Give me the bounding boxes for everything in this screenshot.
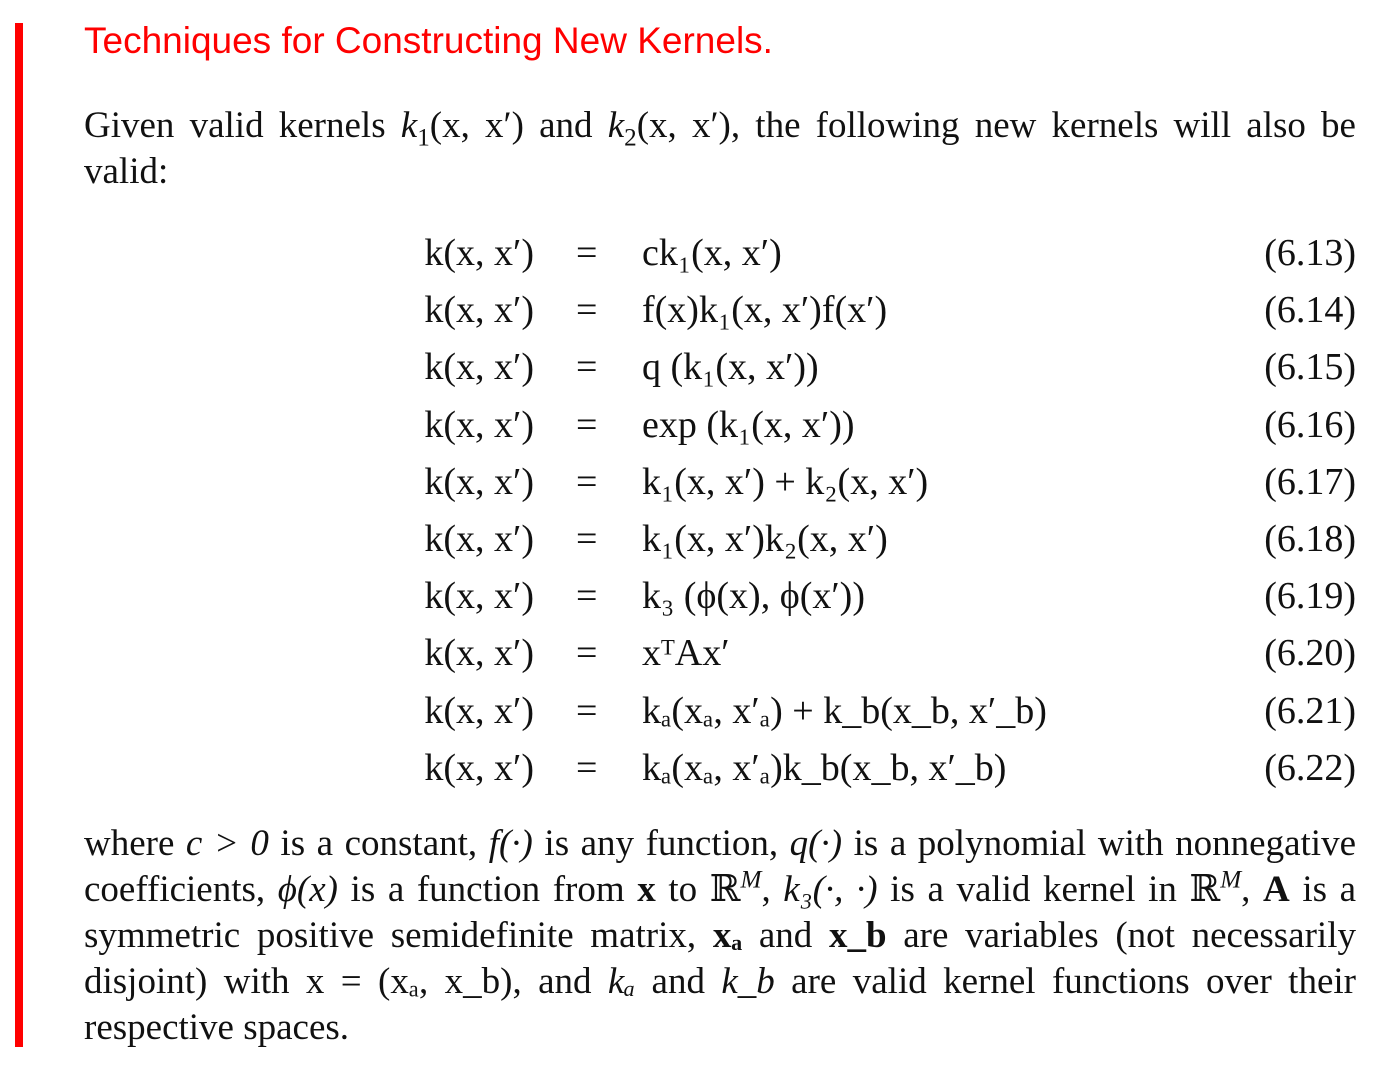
intro-args-1: (x, x′) <box>429 105 524 146</box>
equals-sign: = <box>576 232 598 274</box>
equation-number: (6.18) <box>1264 517 1356 560</box>
equals-sign: = <box>576 517 598 560</box>
equation-row <box>0 741 1394 798</box>
equation-number: (6.14) <box>1264 289 1356 332</box>
outro-text: , <box>1241 869 1263 910</box>
equation-rhs: xᵀAx′ <box>642 632 730 675</box>
equation-lhs: k(x, x′) <box>424 346 534 389</box>
equation-lhs: k(x, x′) <box>424 289 534 332</box>
intro-text-3: , the following new kernels will also be valid: <box>84 105 1356 192</box>
equation-lhs: k(x, x′) <box>424 403 534 446</box>
outro-text: is a valid kernel in <box>877 869 1190 910</box>
equation-number: (6.20) <box>1264 632 1356 675</box>
equation-lhs: k(x, x′) <box>424 746 534 789</box>
equation-number: (6.17) <box>1264 460 1356 503</box>
outro-math: xₐ <box>712 915 743 956</box>
outro-math: q(·) <box>789 823 843 864</box>
equation-number: (6.22) <box>1264 746 1356 789</box>
equals-sign: = <box>576 346 598 389</box>
outro-text: and <box>635 961 722 1002</box>
outro-math: x_b <box>828 915 887 956</box>
equation-rhs: kₐ(xₐ, x′ₐ) + k_b(x_b, x′_b) <box>642 689 1047 732</box>
equation-row <box>0 226 1394 283</box>
outro-math: ℝ <box>1189 869 1221 910</box>
intro-kernel-2: k <box>607 105 625 146</box>
outro-math: x <box>637 869 656 910</box>
equation-row <box>0 626 1394 683</box>
equation-row <box>0 569 1394 626</box>
equation-rhs: kₐ(xₐ, x′ₐ)k_b(x_b, x′_b) <box>642 746 1007 789</box>
outro-text: where <box>84 823 186 864</box>
outro-math: kₐ <box>607 961 636 1002</box>
outro-math: f(·) <box>488 823 533 864</box>
equation-number: (6.15) <box>1264 346 1356 389</box>
equation-lhs: k(x, x′) <box>424 632 534 675</box>
equals-sign: = <box>576 632 598 675</box>
intro-text-1: Given valid kernels <box>84 105 401 146</box>
outro-text: are valid kernel functions over their respective spaces. <box>84 961 1356 1048</box>
outro-text: , <box>761 869 784 910</box>
equation-lhs: k(x, x′) <box>424 232 534 274</box>
equation-row <box>0 455 1394 512</box>
equals-sign: = <box>576 403 598 446</box>
outro-math: ℝ <box>709 869 741 910</box>
outro-math-superscript: M <box>740 866 762 894</box>
outro-text: is any function, <box>532 823 790 864</box>
equals-sign: = <box>576 460 598 503</box>
equation-rhs: k₃ (ϕ(x), ϕ(x′)) <box>642 575 865 618</box>
equation-array <box>0 226 1394 798</box>
section-title: Techniques for Constructing New Kernels. <box>84 20 773 61</box>
intro-kernel-1-subscript: 1 <box>417 124 430 152</box>
outro-math: k₃(·, ·) <box>783 869 878 910</box>
outro-text: , and <box>512 961 608 1002</box>
outro-text: to <box>655 869 710 910</box>
equation-number: (6.16) <box>1264 403 1356 446</box>
equation-rhs: f(x)k₁(x, x′)f(x′) <box>642 289 888 332</box>
outro-text: and <box>742 915 829 956</box>
equals-sign: = <box>576 746 598 789</box>
intro-kernel-2-subscript: 2 <box>624 124 637 152</box>
outro-paragraph <box>84 821 1356 1051</box>
outro-text: is a constant, <box>268 823 489 864</box>
equation-row <box>0 398 1394 455</box>
equation-rhs: ck₁(x, x′) <box>642 232 782 274</box>
equation-lhs: k(x, x′) <box>424 575 534 618</box>
outro-math: A <box>1263 869 1290 910</box>
equation-row <box>0 340 1394 397</box>
equals-sign: = <box>576 289 598 332</box>
equation-row <box>0 283 1394 340</box>
equation-number: (6.21) <box>1264 689 1356 732</box>
intro-text-2: and <box>523 105 608 146</box>
outro-math-superscript: M <box>1220 866 1242 894</box>
equation-lhs: k(x, x′) <box>424 460 534 503</box>
equation-rhs: exp (k₁(x, x′)) <box>642 403 855 446</box>
equation-row <box>0 684 1394 741</box>
outro-math: c > 0 <box>185 823 269 864</box>
outro-text: is a symmetric positive semidefinite matrix, <box>84 869 1357 956</box>
intro-paragraph <box>84 103 1356 195</box>
equation-row <box>0 512 1394 569</box>
outro-text: are variables (not necessarily disjoint) with <box>84 915 1356 1002</box>
equation-rhs: q (k₁(x, x′)) <box>642 346 819 389</box>
equation-number: (6.13) <box>1264 232 1356 274</box>
outro-math: x = (xₐ, x_b) <box>305 961 513 1002</box>
equation-rhs: k₁(x, x′) + k₂(x, x′) <box>642 460 929 503</box>
equation-number: (6.19) <box>1264 575 1356 618</box>
outro-text: is a polynomial with nonnegative coefficients, <box>84 823 1357 910</box>
intro-kernel-1: k <box>400 105 418 146</box>
outro-math: k_b <box>721 961 775 1002</box>
outro-text: is a function from <box>337 869 638 910</box>
outro-math: ϕ(x) <box>277 869 338 910</box>
equation-rhs: k₁(x, x′)k₂(x, x′) <box>642 517 888 560</box>
intro-args-2: (x, x′) <box>636 105 731 146</box>
equals-sign: = <box>576 689 598 732</box>
equation-lhs: k(x, x′) <box>424 517 534 560</box>
equals-sign: = <box>576 575 598 618</box>
equation-lhs: k(x, x′) <box>424 689 534 732</box>
